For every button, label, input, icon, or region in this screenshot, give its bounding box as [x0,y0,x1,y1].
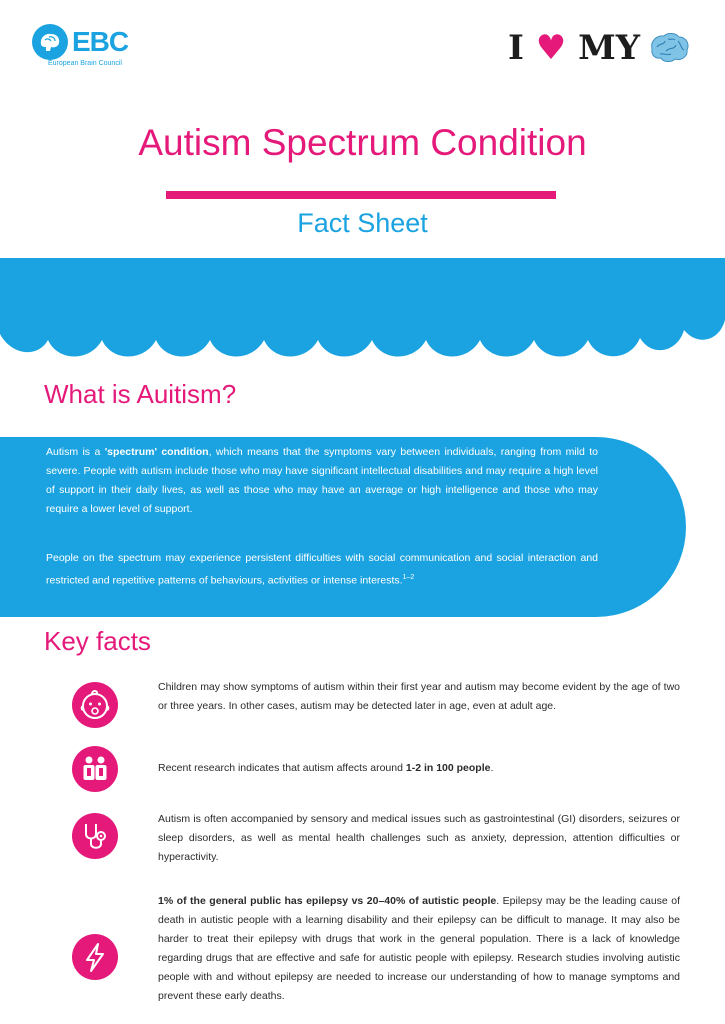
what-is-autism-paragraph-2: People on the spectrum may experience persistent difficulties with social communication and social interaction and restricted and repetitive patterns of behaviours, activities or intense interests.$^{1-2}$ [46,552,598,587]
ebc-logo-text: EBC [72,26,129,57]
what-is-autism-paragraph-1: Autism is a 'spectrum' condition, which means that the symptoms vary between individuals, ranging from mild to severe. People with autism include those who may have significant intellectual disabilities and may require a high level of support in their daily lives, as well as those who may have an average or high intelligence and those who may require a lower level of support. [46,446,598,515]
title-divider [166,191,556,199]
what-is-autism-heading: What is Auitism? [44,379,237,409]
campaign-logo-text: I ♥ MY [508,28,640,68]
ebc-logo-subtitle: European Brain Council [48,60,122,67]
lightning-icon [72,934,118,980]
campaign-logo [508,28,693,68]
key-fact-2-text: Recent research indicates that autism affects around 1-2 in 100 people. [158,762,494,774]
key-fact-4-text: 1% of the general public has epilepsy vs 20–40% of autistic people. Epilepsy may be the leading cause of death in autistic people with a learning disability and their epilepsy can be difficult to manage. It may also be harder to treat their epilepsy with drugs that work in the general population. There is a lack of knowledge regarding drugs that are effective and safe for autistic people with epilepsy. Research studies involving autistic people with and without epilepsy are needed to increase our understanding of how to manage symptoms and prevent these early deaths. [158,895,681,1002]
key-fact-1-text: Children may show symptoms of autism within their first year and autism may become evident by the age of two or three years. In other cases, autism may be detected later in age, even at adult age. [158,681,680,712]
people-icon [72,746,118,792]
page-subtitle: Fact Sheet [297,208,428,238]
baby-face-icon [72,682,118,728]
key-facts-heading: Key facts [44,626,151,656]
page-title: Autism Spectrum Condition [138,122,587,163]
brain-icon [648,31,690,65]
stethoscope-icon [72,813,118,859]
reference-superscript: 1–2 [402,574,415,581]
brain-icon [32,24,68,60]
ebc-logo [32,22,129,72]
key-fact-3-text: Autism is often accompanied by sensory and medical issues such as gastrointestinal (GI) disorders, seizures or sleep disorders, as well as mental health challenges such as anxiety, depression, attention difficulties or hyperactivity. [158,813,680,863]
decorative-wave-band [0,258,725,368]
